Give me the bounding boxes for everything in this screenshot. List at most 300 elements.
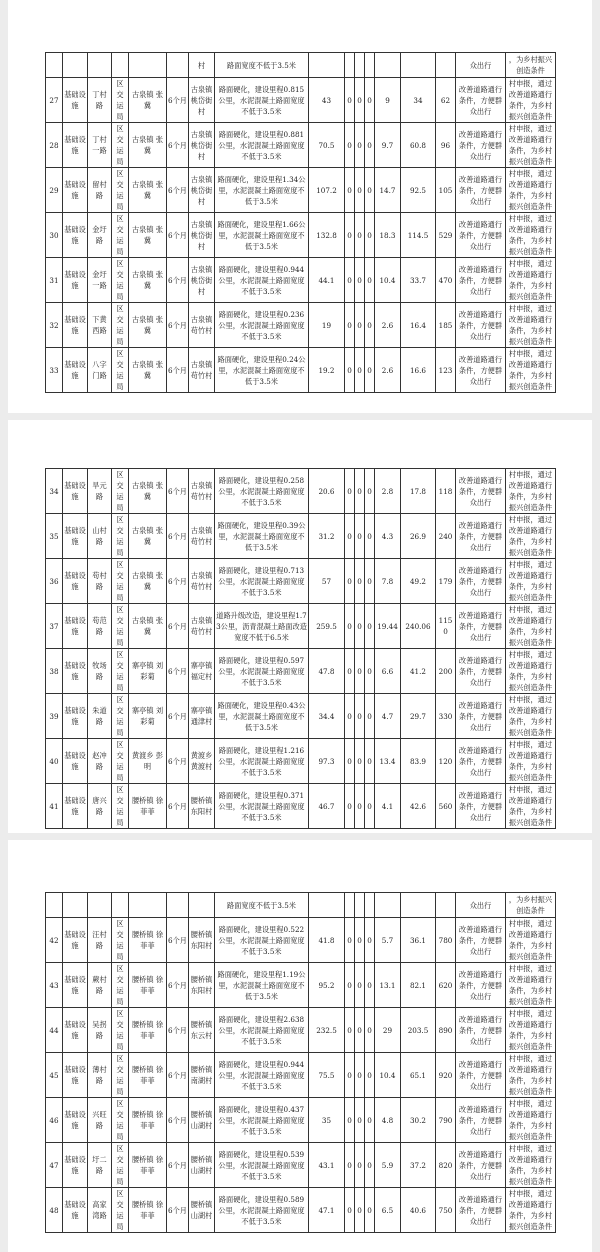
table-row [46, 1188, 556, 1233]
project-table-1 [45, 52, 556, 393]
category-cell: 基础设施 [63, 784, 88, 829]
fund-c-cell: 0 [365, 649, 375, 694]
content-cell: 路面硬化，建设里程0.437公里，水泥混凝土路面宽度不低于3.5米 [215, 1098, 309, 1143]
fund-e-cell: 34 [401, 78, 436, 123]
period-cell: 6个月 [167, 1053, 189, 1098]
village-cell: 古泉镇苟竹村 [189, 559, 215, 604]
fund-d-cell: 10.4 [375, 1053, 401, 1098]
department-cell: 区交运局 [112, 918, 129, 963]
category-cell: 基础设施 [63, 739, 88, 784]
continued-department-cell [112, 53, 129, 78]
continued-row [46, 893, 556, 918]
row-number: 30 [46, 213, 63, 258]
village-cell: 古泉镇桃岱街村 [189, 258, 215, 303]
table-row [46, 918, 556, 963]
period-cell: 6个月 [167, 1143, 189, 1188]
department-cell: 区交运局 [112, 213, 129, 258]
period-cell: 6个月 [167, 918, 189, 963]
benefit-cell: 改善道路通行条件，方便群众出行 [456, 168, 506, 213]
town-contact: 古泉镇 张冀 [129, 514, 167, 559]
period-cell: 6个月 [167, 469, 189, 514]
investment-cell: 75.5 [309, 1053, 345, 1098]
beneficiaries-cell: 1150 [436, 604, 456, 649]
project-name: 高家湾路 [88, 1188, 112, 1233]
fund-d-cell: 9 [375, 78, 401, 123]
fund-b-cell: 0 [355, 694, 365, 739]
village-cell: 腰桥镇东阳村 [189, 918, 215, 963]
fund-e-cell: 92.5 [401, 168, 436, 213]
town-contact: 古泉镇 张冀 [129, 78, 167, 123]
content-cell: 路面硬化，建设里程0.589公里，水泥混凝土路面宽度不低于3.5米 [215, 1188, 309, 1233]
category-cell: 基础设施 [63, 78, 88, 123]
investment-cell: 44.1 [309, 258, 345, 303]
fund-b-cell: 0 [355, 1008, 365, 1053]
benefit-cell: 改善道路通行条件，方便群众出行 [456, 1053, 506, 1098]
purpose-cell: 村申报，通过改善道路通行条件，为乡村振兴创造条件 [506, 78, 556, 123]
project-name: 唐兴路 [88, 784, 112, 829]
period-cell: 6个月 [167, 1008, 189, 1053]
table-row [46, 694, 556, 739]
benefit-cell: 改善道路通行条件，方便群众出行 [456, 649, 506, 694]
project-name: 金圩路 [88, 213, 112, 258]
table-row [46, 258, 556, 303]
project-name: 旱元路 [88, 469, 112, 514]
category-cell: 基础设施 [63, 963, 88, 1008]
continued-department-cell [112, 893, 129, 918]
content-cell: 路面硬化，建设里程1.34公里，水泥混凝土路面宽度不低于3.5米 [215, 168, 309, 213]
period-cell: 6个月 [167, 168, 189, 213]
fund-e-cell: 240.06 [401, 604, 436, 649]
investment-cell: 57 [309, 559, 345, 604]
fund-e-cell: 49.2 [401, 559, 436, 604]
benefit-cell: 改善道路通行条件，方便群众出行 [456, 303, 506, 348]
continued-village-cell: 村 [189, 53, 215, 78]
continued-fund-c-cell [365, 893, 375, 918]
village-cell: 寨亭镇通津村 [189, 694, 215, 739]
content-cell: 路面硬化，建设里程0.597公里，水泥混凝土路面宽度不低于3.5米 [215, 649, 309, 694]
fund-b-cell: 0 [355, 469, 365, 514]
investment-cell: 31.2 [309, 514, 345, 559]
row-number: 45 [46, 1053, 63, 1098]
row-number: 33 [46, 348, 63, 393]
fund-e-cell: 30.2 [401, 1098, 436, 1143]
fund-b-cell: 0 [355, 303, 365, 348]
row-number: 31 [46, 258, 63, 303]
table-row [46, 1098, 556, 1143]
fund-a-cell: 0 [345, 918, 355, 963]
row-number: 32 [46, 303, 63, 348]
benefit-cell: 改善道路通行条件，方便群众出行 [456, 694, 506, 739]
fund-a-cell: 0 [345, 1098, 355, 1143]
department-cell: 区交运局 [112, 649, 129, 694]
fund-a-cell: 0 [345, 213, 355, 258]
department-cell: 区交运局 [112, 1143, 129, 1188]
fund-c-cell: 0 [365, 739, 375, 784]
fund-c-cell: 0 [365, 1008, 375, 1053]
fund-b-cell: 0 [355, 168, 365, 213]
purpose-cell: 村申报，通过改善道路通行条件，为乡村振兴创造条件 [506, 604, 556, 649]
purpose-cell: 村申报，通过改善道路通行条件，为乡村振兴创造条件 [506, 514, 556, 559]
project-name: 汪村路 [88, 918, 112, 963]
project-name: 蕨村路 [88, 963, 112, 1008]
continued-benefit-cell: 众出行 [456, 53, 506, 78]
period-cell: 6个月 [167, 348, 189, 393]
project-name: 山村路 [88, 514, 112, 559]
department-cell: 区交运局 [112, 1008, 129, 1053]
fund-c-cell: 0 [365, 1188, 375, 1233]
village-cell: 寨亭镇福定村 [189, 649, 215, 694]
fund-a-cell: 0 [345, 258, 355, 303]
fund-a-cell: 0 [345, 694, 355, 739]
village-cell: 腰桥镇山湖村 [189, 1143, 215, 1188]
benefit-cell: 改善道路通行条件，方便群众出行 [456, 559, 506, 604]
purpose-cell: 村申报，通过改善道路通行条件，为乡村振兴创造条件 [506, 784, 556, 829]
fund-c-cell: 0 [365, 213, 375, 258]
fund-a-cell: 0 [345, 348, 355, 393]
fund-b-cell: 0 [355, 213, 365, 258]
content-cell: 路面硬化，建设里程0.713公里，水泥混凝土路面宽度不低于3.5米 [215, 559, 309, 604]
fund-e-cell: 33.7 [401, 258, 436, 303]
fund-c-cell: 0 [365, 559, 375, 604]
project-table-2 [45, 468, 556, 829]
fund-e-cell: 65.1 [401, 1053, 436, 1098]
project-name: 苟村路 [88, 559, 112, 604]
benefit-cell: 改善道路通行条件，方便群众出行 [456, 514, 506, 559]
village-cell: 腰桥镇东云村 [189, 1008, 215, 1053]
fund-b-cell: 0 [355, 348, 365, 393]
fund-e-cell: 114.5 [401, 213, 436, 258]
fund-c-cell: 0 [365, 514, 375, 559]
fund-b-cell: 0 [355, 1188, 365, 1233]
category-cell: 基础设施 [63, 559, 88, 604]
town-contact: 腰桥镇 徐菲菲 [129, 1143, 167, 1188]
town-contact: 腰桥镇 徐菲菲 [129, 918, 167, 963]
investment-cell: 46.7 [309, 784, 345, 829]
investment-cell: 97.3 [309, 739, 345, 784]
continued-investment-cell [309, 53, 345, 78]
row-number: 47 [46, 1143, 63, 1188]
content-cell: 路面硬化，建设里程1.216公里，水泥混凝土路面宽度不低于3.5米 [215, 739, 309, 784]
investment-cell: 95.2 [309, 963, 345, 1008]
document-page-3 [8, 840, 592, 1252]
benefit-cell: 改善道路通行条件，方便群众出行 [456, 348, 506, 393]
purpose-cell: 村申报，通过改善道路通行条件，为乡村振兴创造条件 [506, 213, 556, 258]
continued-fund-b-cell [355, 53, 365, 78]
beneficiaries-cell: 330 [436, 694, 456, 739]
purpose-cell: 村申报，通过改善道路通行条件，为乡村振兴创造条件 [506, 1188, 556, 1233]
town-contact: 古泉镇 张冀 [129, 559, 167, 604]
category-cell: 基础设施 [63, 1053, 88, 1098]
table-row [46, 1053, 556, 1098]
fund-b-cell: 0 [355, 784, 365, 829]
content-cell: 路面硬化，建设里程0.944公里，水泥混凝土路面宽度不低于3.5米 [215, 1053, 309, 1098]
investment-cell: 70.5 [309, 123, 345, 168]
content-cell: 路面硬化，建设里程0.881公里，水泥混凝土路面宽度不低于3.5米 [215, 123, 309, 168]
period-cell: 6个月 [167, 303, 189, 348]
fund-b-cell: 0 [355, 78, 365, 123]
fund-a-cell: 0 [345, 514, 355, 559]
category-cell: 基础设施 [63, 1098, 88, 1143]
continued-category-cell [63, 53, 88, 78]
fund-d-cell: 5.7 [375, 918, 401, 963]
village-cell: 腰桥镇山湖村 [189, 1098, 215, 1143]
content-cell: 路面硬化，建设里程2.638公里，水泥混凝土路面宽度不低于3.5米 [215, 1008, 309, 1053]
row-number: 36 [46, 559, 63, 604]
category-cell: 基础设施 [63, 604, 88, 649]
continued-investment-cell [309, 893, 345, 918]
benefit-cell: 改善道路通行条件，方便群众出行 [456, 1188, 506, 1233]
purpose-cell: 村申报，通过改善道路通行条件，为乡村振兴创造条件 [506, 123, 556, 168]
period-cell: 6个月 [167, 694, 189, 739]
purpose-cell: 村申报，通过改善道路通行条件，为乡村振兴创造条件 [506, 348, 556, 393]
fund-d-cell: 10.4 [375, 258, 401, 303]
fund-b-cell: 0 [355, 604, 365, 649]
fund-e-cell: 83.9 [401, 739, 436, 784]
beneficiaries-cell: 62 [436, 78, 456, 123]
row-number: 34 [46, 469, 63, 514]
content-cell: 路面硬化，建设里程1.66公里，水泥混凝土路面宽度不低于3.5米 [215, 213, 309, 258]
purpose-cell: 村申报，通过改善道路通行条件，为乡村振兴创造条件 [506, 694, 556, 739]
project-name: 丁村路 [88, 78, 112, 123]
continued-town-contact [129, 893, 167, 918]
department-cell: 区交运局 [112, 303, 129, 348]
fund-e-cell: 16.4 [401, 303, 436, 348]
investment-cell: 34.4 [309, 694, 345, 739]
fund-c-cell: 0 [365, 963, 375, 1008]
investment-cell: 19 [309, 303, 345, 348]
fund-a-cell: 0 [345, 1143, 355, 1188]
fund-b-cell: 0 [355, 1053, 365, 1098]
investment-cell: 19.2 [309, 348, 345, 393]
department-cell: 区交运局 [112, 514, 129, 559]
table-row [46, 649, 556, 694]
table-row [46, 784, 556, 829]
category-cell: 基础设施 [63, 514, 88, 559]
purpose-cell: 村申报，通过改善道路通行条件，为乡村振兴创造条件 [506, 1098, 556, 1143]
row-number: 41 [46, 784, 63, 829]
period-cell: 6个月 [167, 604, 189, 649]
department-cell: 区交运局 [112, 123, 129, 168]
project-name: 下黄西路 [88, 303, 112, 348]
content-cell: 路面硬化，建设里程0.24公里，水泥混凝土路面宽度不低于3.5米 [215, 348, 309, 393]
fund-a-cell: 0 [345, 784, 355, 829]
fund-d-cell: 9.7 [375, 123, 401, 168]
fund-c-cell: 0 [365, 1053, 375, 1098]
fund-d-cell: 18.3 [375, 213, 401, 258]
continued-fund-d-cell [375, 893, 401, 918]
table-row [46, 739, 556, 784]
fund-d-cell: 4.3 [375, 514, 401, 559]
fund-d-cell: 6.6 [375, 649, 401, 694]
table-row [46, 514, 556, 559]
town-contact: 古泉镇 张冀 [129, 303, 167, 348]
town-contact: 腰桥镇 徐菲菲 [129, 1008, 167, 1053]
department-cell: 区交运局 [112, 258, 129, 303]
continued-fund-e-cell [401, 53, 436, 78]
continued-fund-e-cell [401, 893, 436, 918]
project-name: 牧场路 [88, 649, 112, 694]
fund-d-cell: 2.6 [375, 348, 401, 393]
fund-d-cell: 7.8 [375, 559, 401, 604]
table-row [46, 78, 556, 123]
document-page-1 [8, 0, 592, 413]
fund-a-cell: 0 [345, 739, 355, 784]
fund-a-cell: 0 [345, 469, 355, 514]
table-row [46, 303, 556, 348]
fund-b-cell: 0 [355, 918, 365, 963]
fund-a-cell: 0 [345, 963, 355, 1008]
period-cell: 6个月 [167, 258, 189, 303]
town-contact: 古泉镇 张冀 [129, 469, 167, 514]
investment-cell: 43 [309, 78, 345, 123]
purpose-cell: 村申报，通过改善道路通行条件，为乡村振兴创造条件 [506, 469, 556, 514]
fund-b-cell: 0 [355, 559, 365, 604]
fund-a-cell: 0 [345, 1008, 355, 1053]
benefit-cell: 改善道路通行条件，方便群众出行 [456, 784, 506, 829]
continued-content-cell: 路面宽度不低于3.5米 [215, 893, 309, 918]
village-cell: 古泉镇苟竹村 [189, 514, 215, 559]
project-name: 吴拐路 [88, 1008, 112, 1053]
town-contact: 古泉镇 张冀 [129, 168, 167, 213]
purpose-cell: 村申报，通过改善道路通行条件，为乡村振兴创造条件 [506, 258, 556, 303]
purpose-cell: 村申报，通过改善道路通行条件，为乡村振兴创造条件 [506, 303, 556, 348]
investment-cell: 47.8 [309, 649, 345, 694]
town-contact: 古泉镇 张冀 [129, 604, 167, 649]
beneficiaries-cell: 179 [436, 559, 456, 604]
project-name: 苟范路 [88, 604, 112, 649]
row-number: 44 [46, 1008, 63, 1053]
category-cell: 基础设施 [63, 168, 88, 213]
continued-beneficiaries-cell [436, 53, 456, 78]
investment-cell: 107.2 [309, 168, 345, 213]
department-cell: 区交运局 [112, 604, 129, 649]
fund-c-cell: 0 [365, 258, 375, 303]
table-row [46, 559, 556, 604]
category-cell: 基础设施 [63, 213, 88, 258]
town-contact: 腰桥镇 徐菲菲 [129, 1188, 167, 1233]
department-cell: 区交运局 [112, 963, 129, 1008]
fund-a-cell: 0 [345, 1188, 355, 1233]
investment-cell: 132.8 [309, 213, 345, 258]
fund-d-cell: 4.8 [375, 1098, 401, 1143]
fund-e-cell: 16.6 [401, 348, 436, 393]
purpose-cell: 村申报，通过改善道路通行条件，为乡村振兴创造条件 [506, 918, 556, 963]
category-cell: 基础设施 [63, 1188, 88, 1233]
fund-b-cell: 0 [355, 123, 365, 168]
fund-d-cell: 13.4 [375, 739, 401, 784]
project-name: 兴旺路 [88, 1098, 112, 1143]
fund-d-cell: 29 [375, 1008, 401, 1053]
purpose-cell: 村申报，通过改善道路通行条件，为乡村振兴创造条件 [506, 559, 556, 604]
period-cell: 6个月 [167, 559, 189, 604]
purpose-cell: 村申报，通过改善道路通行条件，为乡村振兴创造条件 [506, 1143, 556, 1188]
village-cell: 古泉镇苟竹村 [189, 604, 215, 649]
fund-c-cell: 0 [365, 784, 375, 829]
beneficiaries-cell: 200 [436, 649, 456, 694]
fund-e-cell: 26.9 [401, 514, 436, 559]
fund-a-cell: 0 [345, 604, 355, 649]
row-number: 29 [46, 168, 63, 213]
beneficiaries-cell: 470 [436, 258, 456, 303]
investment-cell: 43.1 [309, 1143, 345, 1188]
fund-d-cell: 2.6 [375, 303, 401, 348]
category-cell: 基础设施 [63, 258, 88, 303]
beneficiaries-cell: 123 [436, 348, 456, 393]
village-cell: 古泉镇桃岱街村 [189, 123, 215, 168]
benefit-cell: 改善道路通行条件，方便群众出行 [456, 213, 506, 258]
period-cell: 6个月 [167, 784, 189, 829]
continued-row-number [46, 53, 63, 78]
town-contact: 腰桥镇 徐菲菲 [129, 1053, 167, 1098]
project-name: 丁村一路 [88, 123, 112, 168]
benefit-cell: 改善道路通行条件，方便群众出行 [456, 258, 506, 303]
department-cell: 区交运局 [112, 1188, 129, 1233]
benefit-cell: 改善道路通行条件，方便群众出行 [456, 918, 506, 963]
fund-d-cell: 14.7 [375, 168, 401, 213]
investment-cell: 20.6 [309, 469, 345, 514]
row-number: 42 [46, 918, 63, 963]
period-cell: 6个月 [167, 649, 189, 694]
purpose-cell: 村申报，通过改善道路通行条件，为乡村振兴创造条件 [506, 1053, 556, 1098]
purpose-cell: 村申报，通过改善道路通行条件，为乡村振兴创造条件 [506, 739, 556, 784]
town-contact: 黄渡乡 彭明 [129, 739, 167, 784]
benefit-cell: 改善道路通行条件，方便群众出行 [456, 123, 506, 168]
fund-a-cell: 0 [345, 1053, 355, 1098]
fund-a-cell: 0 [345, 649, 355, 694]
row-number: 37 [46, 604, 63, 649]
fund-d-cell: 5.9 [375, 1143, 401, 1188]
fund-e-cell: 40.6 [401, 1188, 436, 1233]
village-cell: 腰桥镇南湖村 [189, 1053, 215, 1098]
fund-b-cell: 0 [355, 649, 365, 694]
town-contact: 腰桥镇 徐菲菲 [129, 784, 167, 829]
row-number: 43 [46, 963, 63, 1008]
village-cell: 古泉镇桃岱街村 [189, 78, 215, 123]
table-row [46, 963, 556, 1008]
row-number: 39 [46, 694, 63, 739]
continued-benefit-cell: 众出行 [456, 893, 506, 918]
category-cell: 基础设施 [63, 348, 88, 393]
benefit-cell: 改善道路通行条件，方便群众出行 [456, 1098, 506, 1143]
investment-cell: 41.8 [309, 918, 345, 963]
purpose-cell: 村申报，通过改善道路通行条件，为乡村振兴创造条件 [506, 649, 556, 694]
fund-a-cell: 0 [345, 168, 355, 213]
fund-c-cell: 0 [365, 1143, 375, 1188]
department-cell: 区交运局 [112, 469, 129, 514]
town-contact: 古泉镇 张冀 [129, 213, 167, 258]
beneficiaries-cell: 790 [436, 1098, 456, 1143]
purpose-cell: 村申报，通过改善道路通行条件，为乡村振兴创造条件 [506, 963, 556, 1008]
continued-period-cell [167, 53, 189, 78]
document-page-2 [8, 420, 592, 833]
period-cell: 6个月 [167, 123, 189, 168]
continued-fund-c-cell [365, 53, 375, 78]
beneficiaries-cell: 780 [436, 918, 456, 963]
row-number: 35 [46, 514, 63, 559]
category-cell: 基础设施 [63, 469, 88, 514]
period-cell: 6个月 [167, 514, 189, 559]
department-cell: 区交运局 [112, 1098, 129, 1143]
continued-fund-d-cell [375, 53, 401, 78]
fund-c-cell: 0 [365, 694, 375, 739]
benefit-cell: 改善道路通行条件，方便群众出行 [456, 78, 506, 123]
continued-project-name [88, 893, 112, 918]
continued-purpose-cell: ，为乡村振兴创造条件 [506, 53, 556, 78]
period-cell: 6个月 [167, 1188, 189, 1233]
town-contact: 腰桥镇 徐菲菲 [129, 1098, 167, 1143]
fund-e-cell: 60.8 [401, 123, 436, 168]
category-cell: 基础设施 [63, 123, 88, 168]
